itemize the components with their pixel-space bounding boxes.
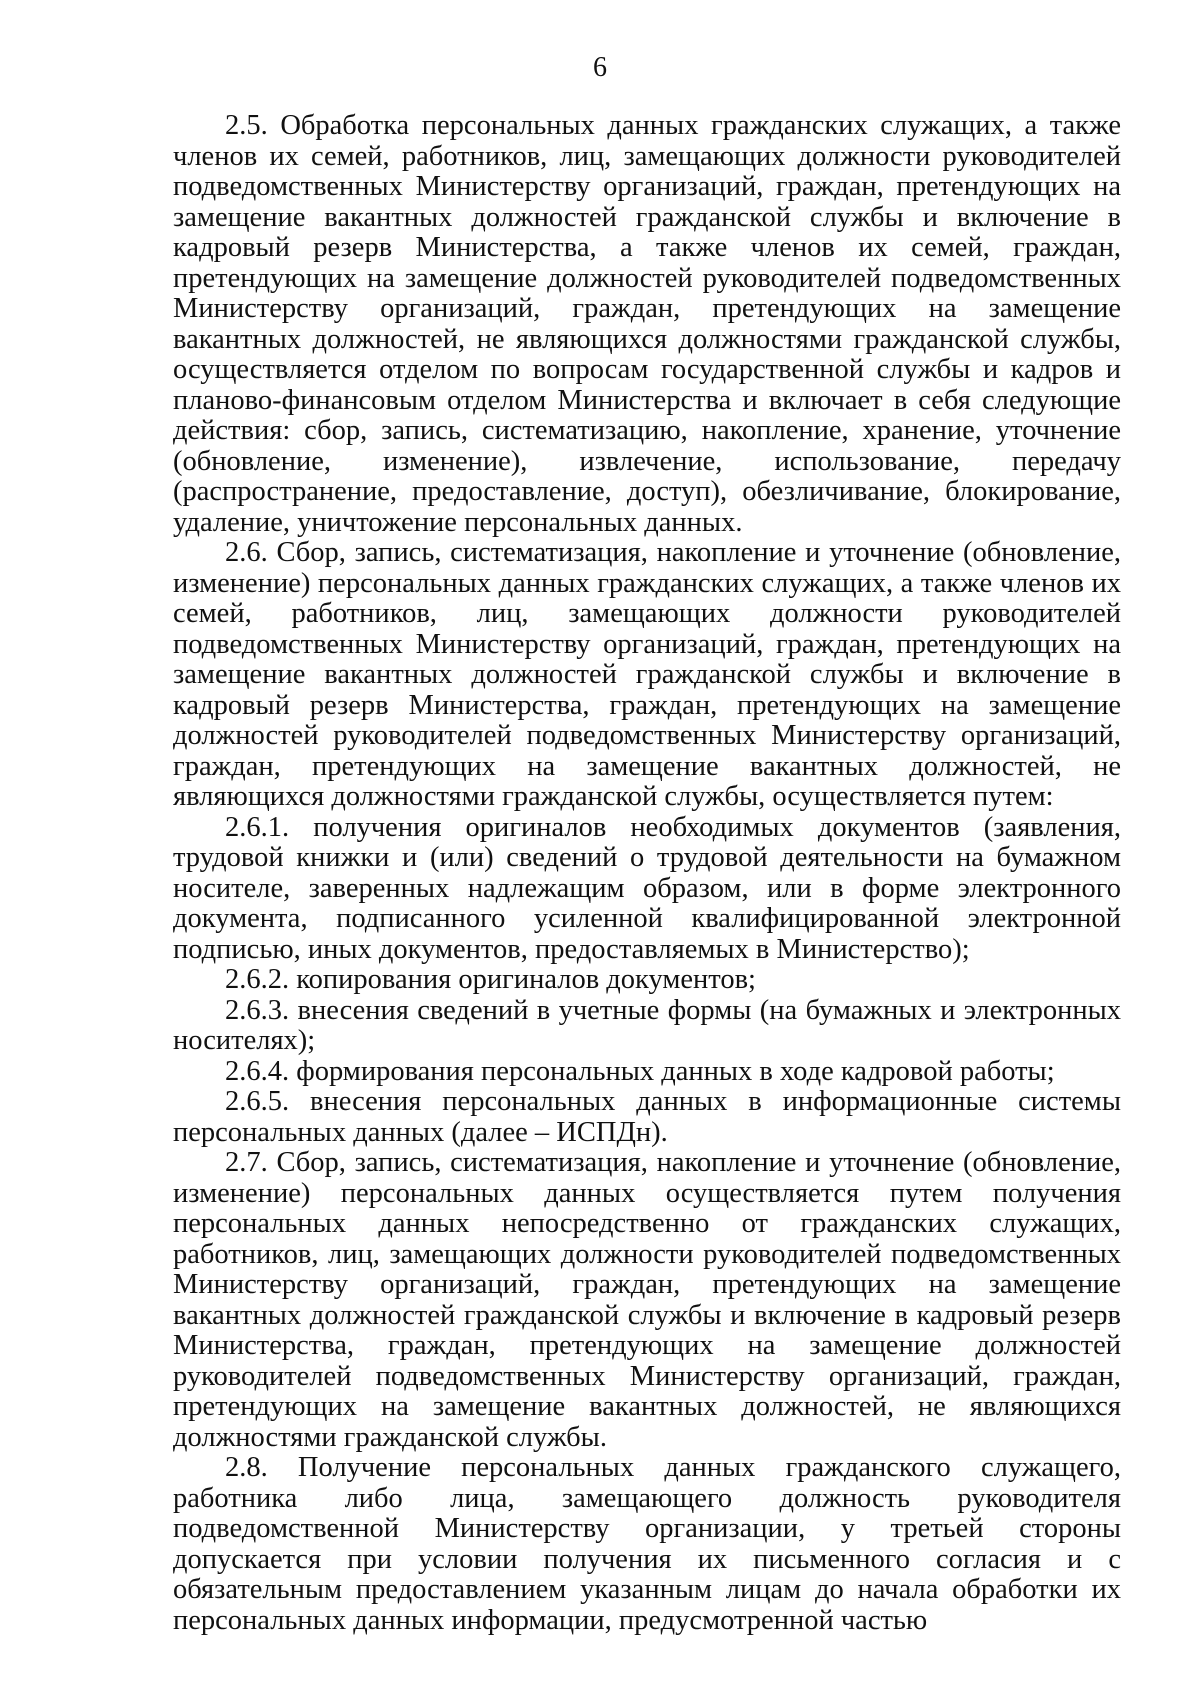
document-body [173,111,1121,1636]
paragraph-2-8: 2.8. Получение персональных данных гражданского служащего, работника либо лица, замещающего должность руководителя подведомственной Министерству организации, у третьей стороны допускается при условии получения их письменного согласия и с обязательным предоставлением указанным лицам до начала обработки их персональных данных информации, предусмотренной частью [173,1452,1121,1636]
paragraph-2-6-5: 2.6.5. внесения персональных данных в информационные системы персональных данных (далее – ИСПДн). [173,1086,1121,1148]
page-number: 6 [593,52,607,83]
paragraph-2-6: 2.6. Сбор, запись, систематизация, накопление и уточнение (обновление, изменение) персональных данных гражданских служащих, а также членов их семей, работников, лиц, замещающих должности руководителей подведомственных Министерству организаций, граждан, претендующих на замещение вакантных должностей гражданской службы и включение в кадровый резерв Министерства, граждан, претендующих на замещение должностей руководителей подведомственных Министерству организаций, граждан, претендующих на замещение вакантных должностей, не являющихся должностями гражданской службы, осуществляется путем: [173,537,1121,812]
paragraph-2-6-2: 2.6.2. копирования оригиналов документов; [225,964,756,995]
paragraph-2-7: 2.7. Сбор, запись, систематизация, накопление и уточнение (обновление, изменение) персональных данных осуществляется путем получения персональных данных непосредственно от гражданских служащих, работников, лиц, замещающих должности руководителей подведомственных Министерству организаций, граждан, претендующих на замещение вакантных должностей гражданской службы и включение в кадровый резерв Министерства, граждан, претендующих на замещение должностей руководителей подведомственных Министерству организаций, граждан, претендующих на замещение вакантных должностей, не являющихся должностями гражданской службы. [173,1147,1121,1453]
paragraph-2-6-3: 2.6.3. внесения сведений в учетные формы (на бумажных и электронных носителях); [173,994,1121,1056]
paragraph-2-5: 2.5. Обработка персональных данных гражданских служащих, а также членов их семей, работников, лиц, замещающих должности руководителей подведомственных Министерству организаций, граждан, претендующих на замещение вакантных должностей гражданской службы и включение в кадровый резерв Министерства, а также членов их семей, граждан, претендующих на замещение должностей руководителей подведомственных Министерству организаций, граждан, претендующих на замещение вакантных должностей, не являющихся должностями гражданской службы, осуществляется отделом по вопросам государственной службы и кадров и планово-финансовым отделом Министерства и включает в себя следующие действия: сбор, запись, систематизацию, накопление, хранение, уточнение (обновление, изменение), извлечение, использование, передачу (распространение, предоставление, доступ), обезличивание, блокирование, удаление, уничтожение персональных данных. [173,110,1121,538]
paragraph-2-6-4: 2.6.4. формирования персональных данных в ходе кадровой работы; [225,1055,1055,1087]
paragraph-2-6-1: 2.6.1. получения оригиналов необходимых документов (заявления, трудовой книжки и (или) сведений о трудовой деятельности на бумажном носителе, заверенных надлежащим образом, или в форме электронного документа, подписанного усиленной квалифицированной электронной подписью, иных документов, предоставляемых в Министерство); [173,811,1121,965]
